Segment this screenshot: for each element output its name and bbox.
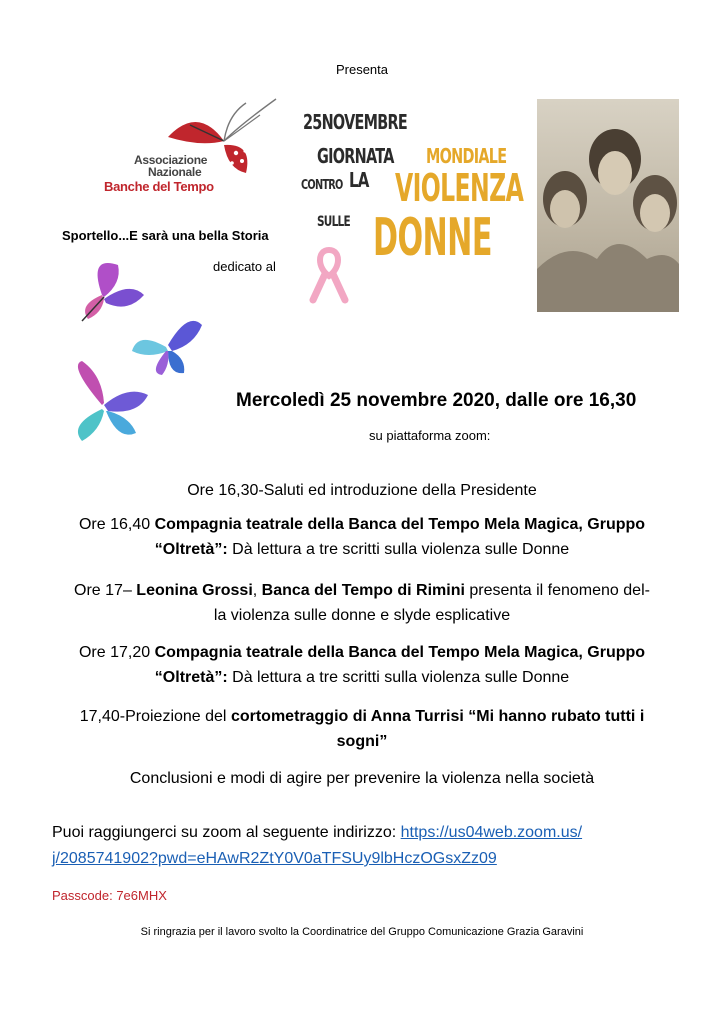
agenda-time: Ore 17,20: [78, 644, 155, 661]
agenda-bold: “Oltretà”:: [154, 541, 228, 558]
agenda-bold: sogni”: [336, 733, 388, 750]
butterflies-illustration: [58, 255, 218, 455]
agenda-text: la violenza sulle donne e slyde esplicative: [213, 607, 511, 624]
agenda-text: Dà lettura a tre scritti sulla violenza sulle Donne: [227, 669, 570, 686]
butterfly-icon: [58, 255, 218, 455]
banner-la: LA: [349, 168, 369, 192]
agenda-time: Ore 16,40: [78, 516, 155, 533]
agenda-item-3: [0, 578, 724, 628]
banner-contro: CONTRO: [301, 178, 343, 193]
agenda-text: Dà lettura a tre scritti sulla violenza sulle Donne: [227, 541, 570, 558]
banner-sulle: SULLE: [317, 214, 350, 230]
presenta-text: Presenta: [335, 62, 389, 77]
agenda-sep: ,: [252, 582, 262, 599]
agenda-item-5: [0, 704, 724, 754]
logo-line3: Banche del Tempo: [104, 179, 214, 194]
pink-ribbon-icon: [307, 246, 351, 304]
logo-line1: Associazione: [134, 153, 208, 167]
speaker-org: Banca del Tempo di Rimini: [261, 582, 465, 599]
agenda-bold: “Oltretà”:: [154, 669, 228, 686]
zoom-info: [52, 820, 582, 872]
passcode-text: Passcode: 7e6MHX: [52, 888, 167, 903]
agenda-text: presenta il fenomeno del-: [464, 582, 650, 599]
agenda-bold: cortometraggio di Anna Turrisi “Mi hanno rubato tutti i: [230, 708, 645, 725]
logo-line2: Nazionale: [148, 165, 202, 179]
agenda-bold: Compagnia teatrale della Banca del Tempo Mela Magica, Gruppo: [154, 516, 646, 533]
agenda-time: 17,40-Proiezione del: [79, 708, 231, 725]
three-women-photo-icon: [537, 99, 679, 312]
agenda-bold: Compagnia teatrale della Banca del Tempo Mela Magica, Gruppo: [154, 644, 646, 661]
banner-mondiale: MONDIALE: [426, 144, 507, 168]
sportello-title: Sportello...E sarà una bella Storia: [62, 228, 269, 243]
agenda-item-2: [0, 512, 724, 562]
platform-text: su piattaforma zoom:: [369, 428, 491, 443]
zoom-link[interactable]: https://us04web.zoom.us/: [400, 824, 583, 841]
banner-donne: DONNE: [373, 208, 492, 268]
agenda-time: Ore 17–: [74, 582, 137, 599]
banner-date: 25NOVEMBRE: [303, 110, 407, 134]
agenda-item-4: [0, 640, 724, 690]
historic-photo: [537, 99, 679, 312]
event-banner: [303, 108, 536, 304]
thanks-footer: Si ringrazia per il lavoro svolto la Coordinatrice del Gruppo Comunicazione Grazia Garavini: [140, 926, 584, 938]
banner-violenza: VIOLENZA: [395, 166, 524, 210]
event-date: Mercoledì 25 novembre 2020, dalle ore 16,30: [236, 390, 637, 411]
association-logo: [104, 95, 288, 205]
reach-text: Puoi raggiungerci su zoom al seguente indirizzo:: [52, 824, 401, 841]
speaker-name: Leonina Grossi: [136, 582, 253, 599]
zoom-link-continued[interactable]: j/2085741902?pwd=eHAwR2ZtY0V0aTFSUy9lbHczOGsxZz09: [52, 850, 497, 867]
agenda-item-1: Ore 16,30-Saluti ed introduzione della Presidente: [187, 482, 537, 499]
dedicato-text: dedicato al: [213, 259, 276, 274]
banner-giornata: GIORNATA: [317, 144, 394, 168]
agenda-item-6: Conclusioni e modi di agire per prevenire la violenza nella società: [129, 770, 595, 787]
